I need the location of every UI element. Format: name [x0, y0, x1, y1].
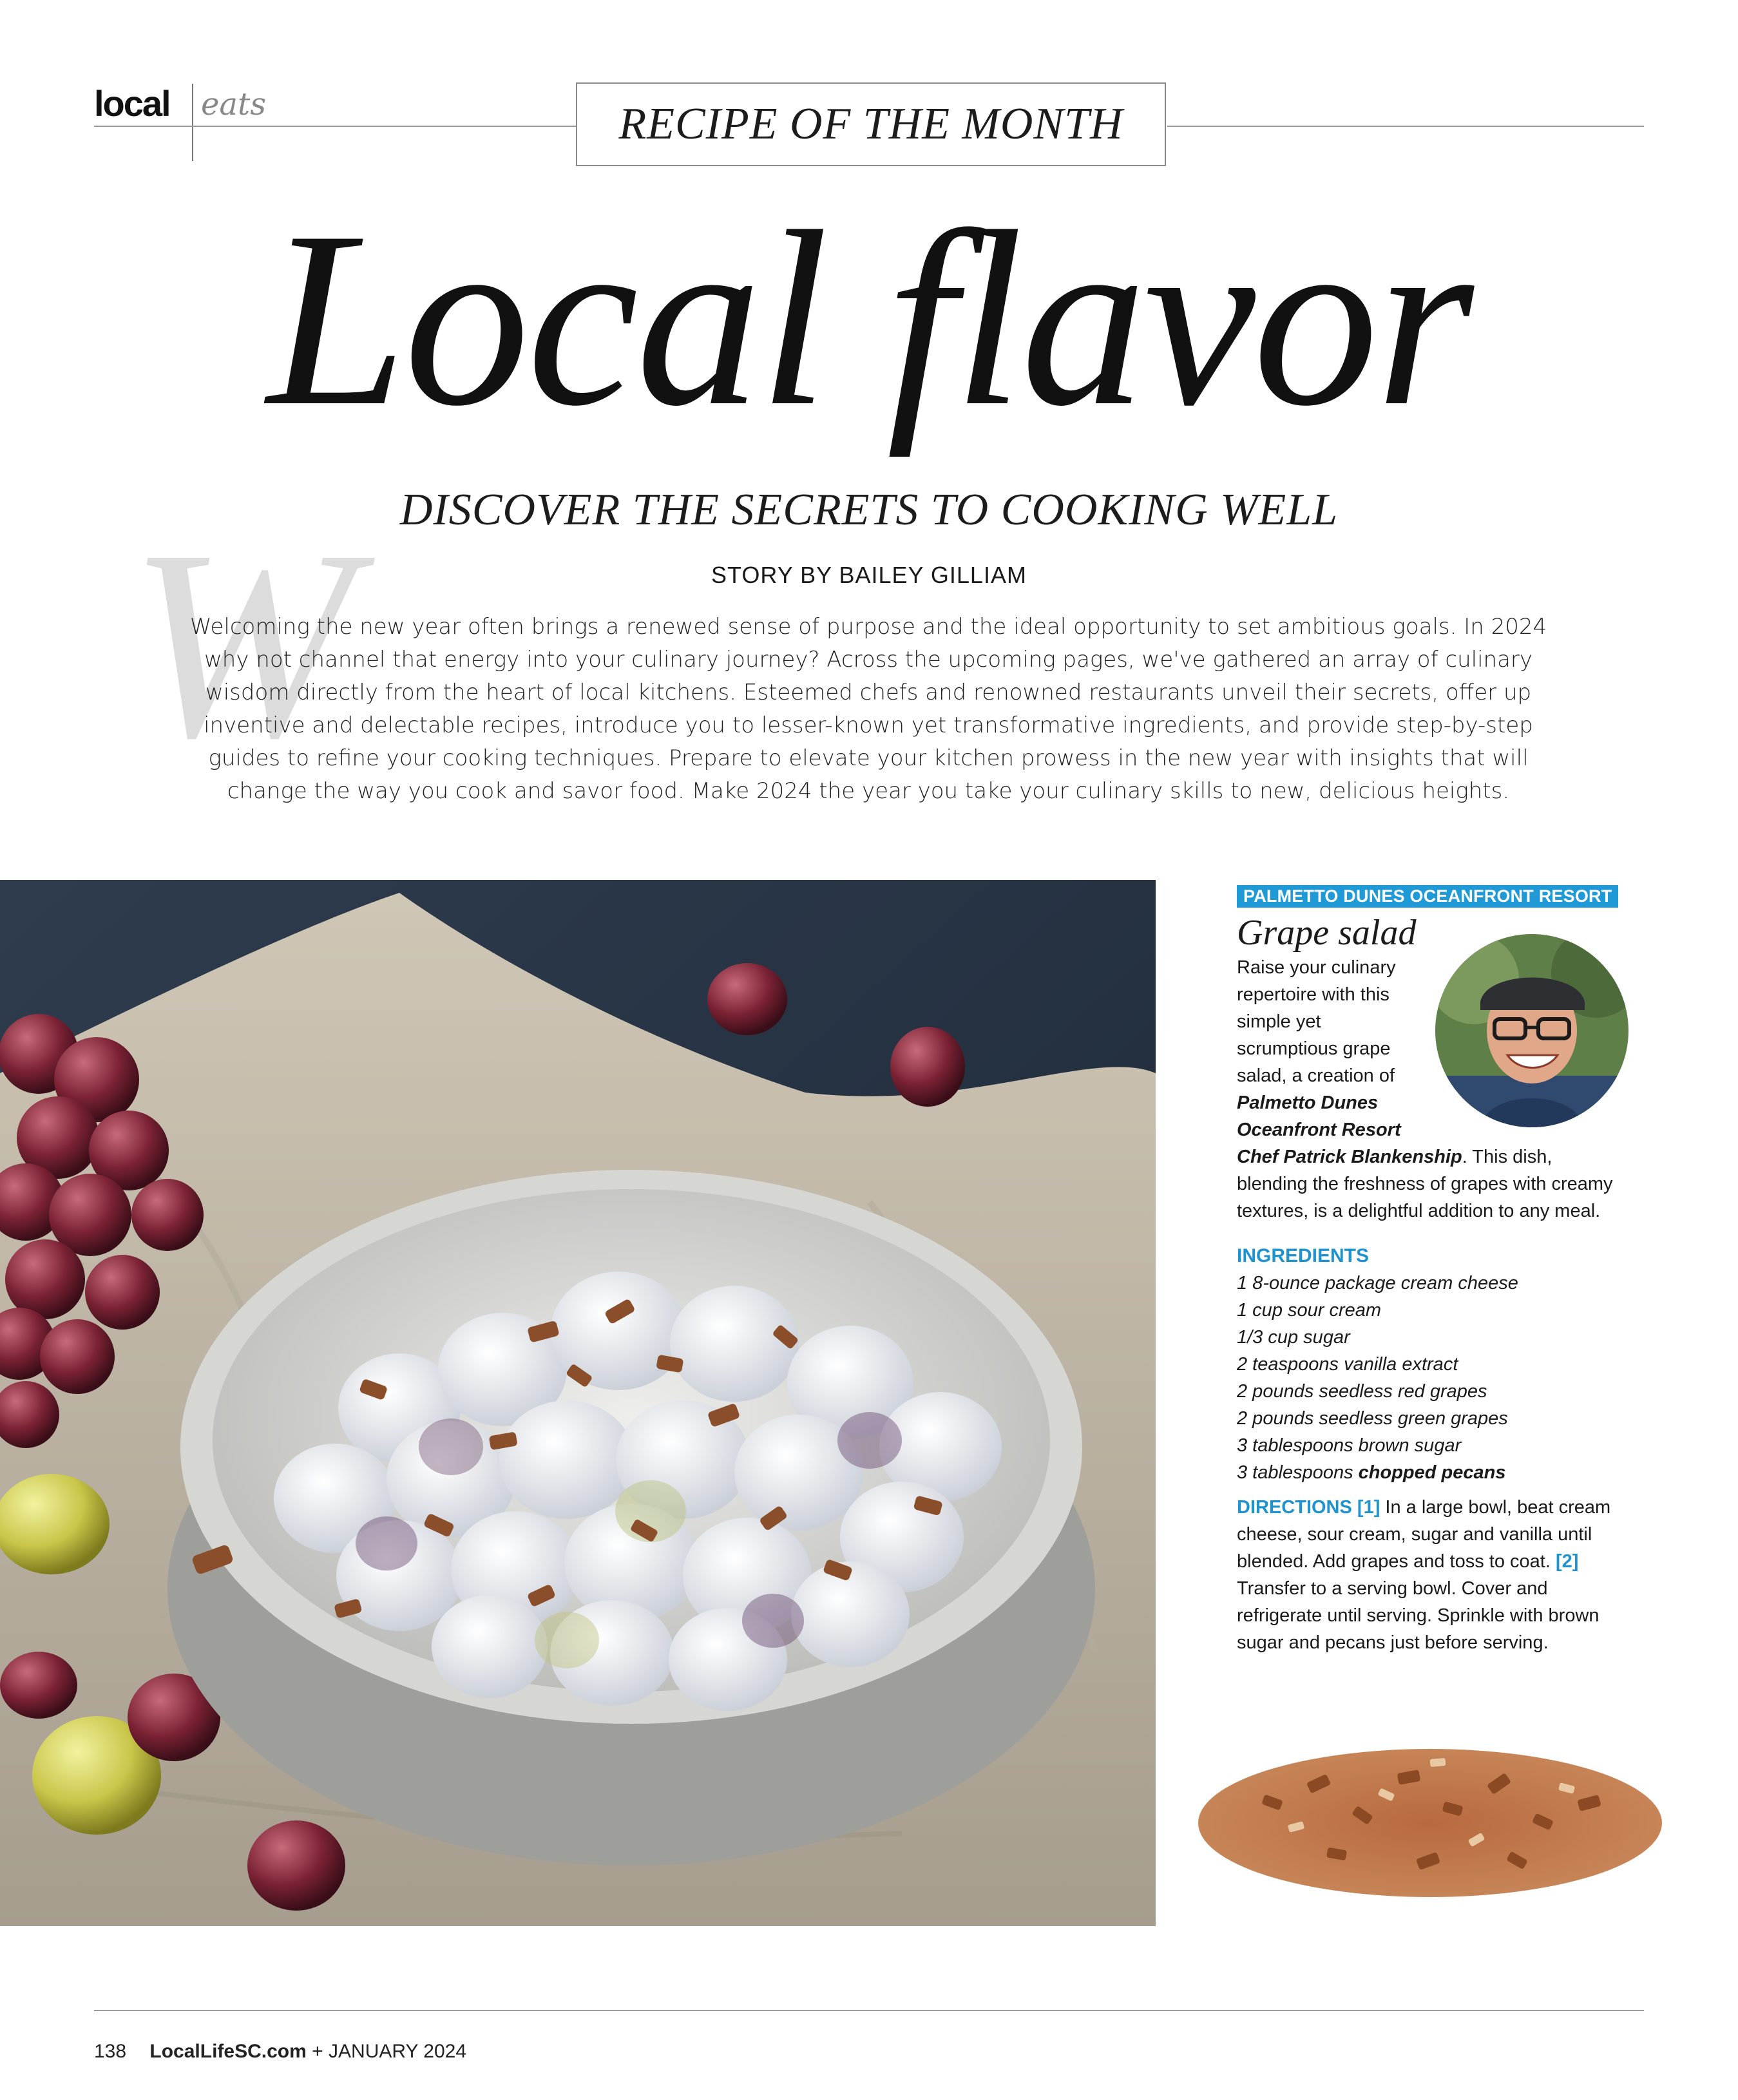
ingredients-list [1237, 1270, 1623, 1486]
brand-logo: local [94, 83, 170, 124]
recipe-title: Grape salad [1237, 913, 1417, 953]
ingredient-item: 2 teaspoons vanilla extract [1237, 1354, 1458, 1375]
header-rule-right [1167, 126, 1644, 127]
directions-heading: DIRECTIONS [1237, 1497, 1352, 1518]
banner-label: RECIPE OF THE MONTH [618, 99, 1123, 149]
pecans-photo [1185, 1701, 1675, 1913]
source-tag: PALMETTO DUNES OCEANFRONT RESORT [1237, 885, 1618, 908]
section-label: eats [201, 86, 266, 122]
ingredient-item: 1 8-ounce package cream cheese [1237, 1273, 1518, 1293]
banner-box [576, 82, 1166, 166]
ingredients-heading: INGREDIENTS [1237, 1245, 1370, 1266]
footer-separator: + [312, 2041, 323, 2062]
website: LocalLifeSC.com [149, 2041, 307, 2062]
step-1-text: In a large bowl, beat cream cheese, sour cream, sugar and vanilla until blended. Add grapes and toss to coat. [1237, 1497, 1611, 1572]
ingredient-item: 2 pounds seedless green grapes [1237, 1408, 1508, 1429]
step-2-number: [2] [1555, 1551, 1579, 1572]
ingredient-item: 1 cup sour cream [1237, 1300, 1382, 1321]
directions [1237, 1494, 1623, 1656]
chef-name: Palmetto Dunes Oceanfront Resort Chef Patrick Blankenship [1237, 1093, 1462, 1167]
step-1-number: [1] [1357, 1497, 1380, 1518]
brand-divider [192, 84, 193, 161]
intro-paragraph: Welcoming the new year often brings a renewed sense of purpose and the ideal opportunity to set ambitious goals. In 2024 why not channel that energy into your culinary journey? Across the upcoming pages, we've gathered an array of culinary wisdom directly from the heart of local kitchens. Esteemed chefs and renowned restaurants unveil their secrets, offer up inventive and delectable recipes, introduce you to lesser-known yet transformative ingredients, and provide step-by-step guides to refine your cooking techniques. Prepare to elevate your kitchen prowess in the new year with insights that will change the way you cook and savor food. Make 2024 the year you take your culinary skills to new, delicious heights. [189, 614, 1547, 804]
footer-rule [94, 2010, 1644, 2011]
grape-salad-photo [0, 880, 1156, 1926]
chef-portrait [1435, 934, 1628, 1127]
issue-date: JANUARY 2024 [329, 2041, 467, 2062]
drop-cap: W [129, 494, 354, 794]
page-number: 138 [94, 2041, 127, 2062]
ingredient-item: 2 pounds seedless red grapes [1237, 1381, 1487, 1402]
ingredient-bold: chopped pecans [1358, 1462, 1506, 1483]
byline: STORY BY BAILEY GILLIAM [711, 562, 1027, 588]
page-footer [94, 2041, 466, 2063]
description-text-2: . This dish, blending the freshness of grapes with creamy textures, is a delightful addition to any meal. [1237, 1147, 1613, 1221]
page-title: Local flavor [267, 180, 1471, 458]
ingredient-item [1237, 1459, 1623, 1486]
header-rule-left [94, 126, 576, 127]
step-2-text: Transfer to a serving bowl. Cover and refrigerate until serving. Sprinkle with brown sugar and pecans just before serving. [1237, 1578, 1600, 1653]
ingredient-item: 3 tablespoons brown sugar [1237, 1435, 1462, 1456]
ingredient-prefix: 3 tablespoons [1237, 1462, 1359, 1483]
ingredient-item: 1/3 cup sugar [1237, 1327, 1350, 1348]
description-text-1: Raise your culinary repertoire with this simple yet scrumptious grape salad, a creation of [1237, 957, 1396, 1086]
page-subtitle: DISCOVER THE SECRETS TO COOKING WELL [399, 485, 1339, 535]
